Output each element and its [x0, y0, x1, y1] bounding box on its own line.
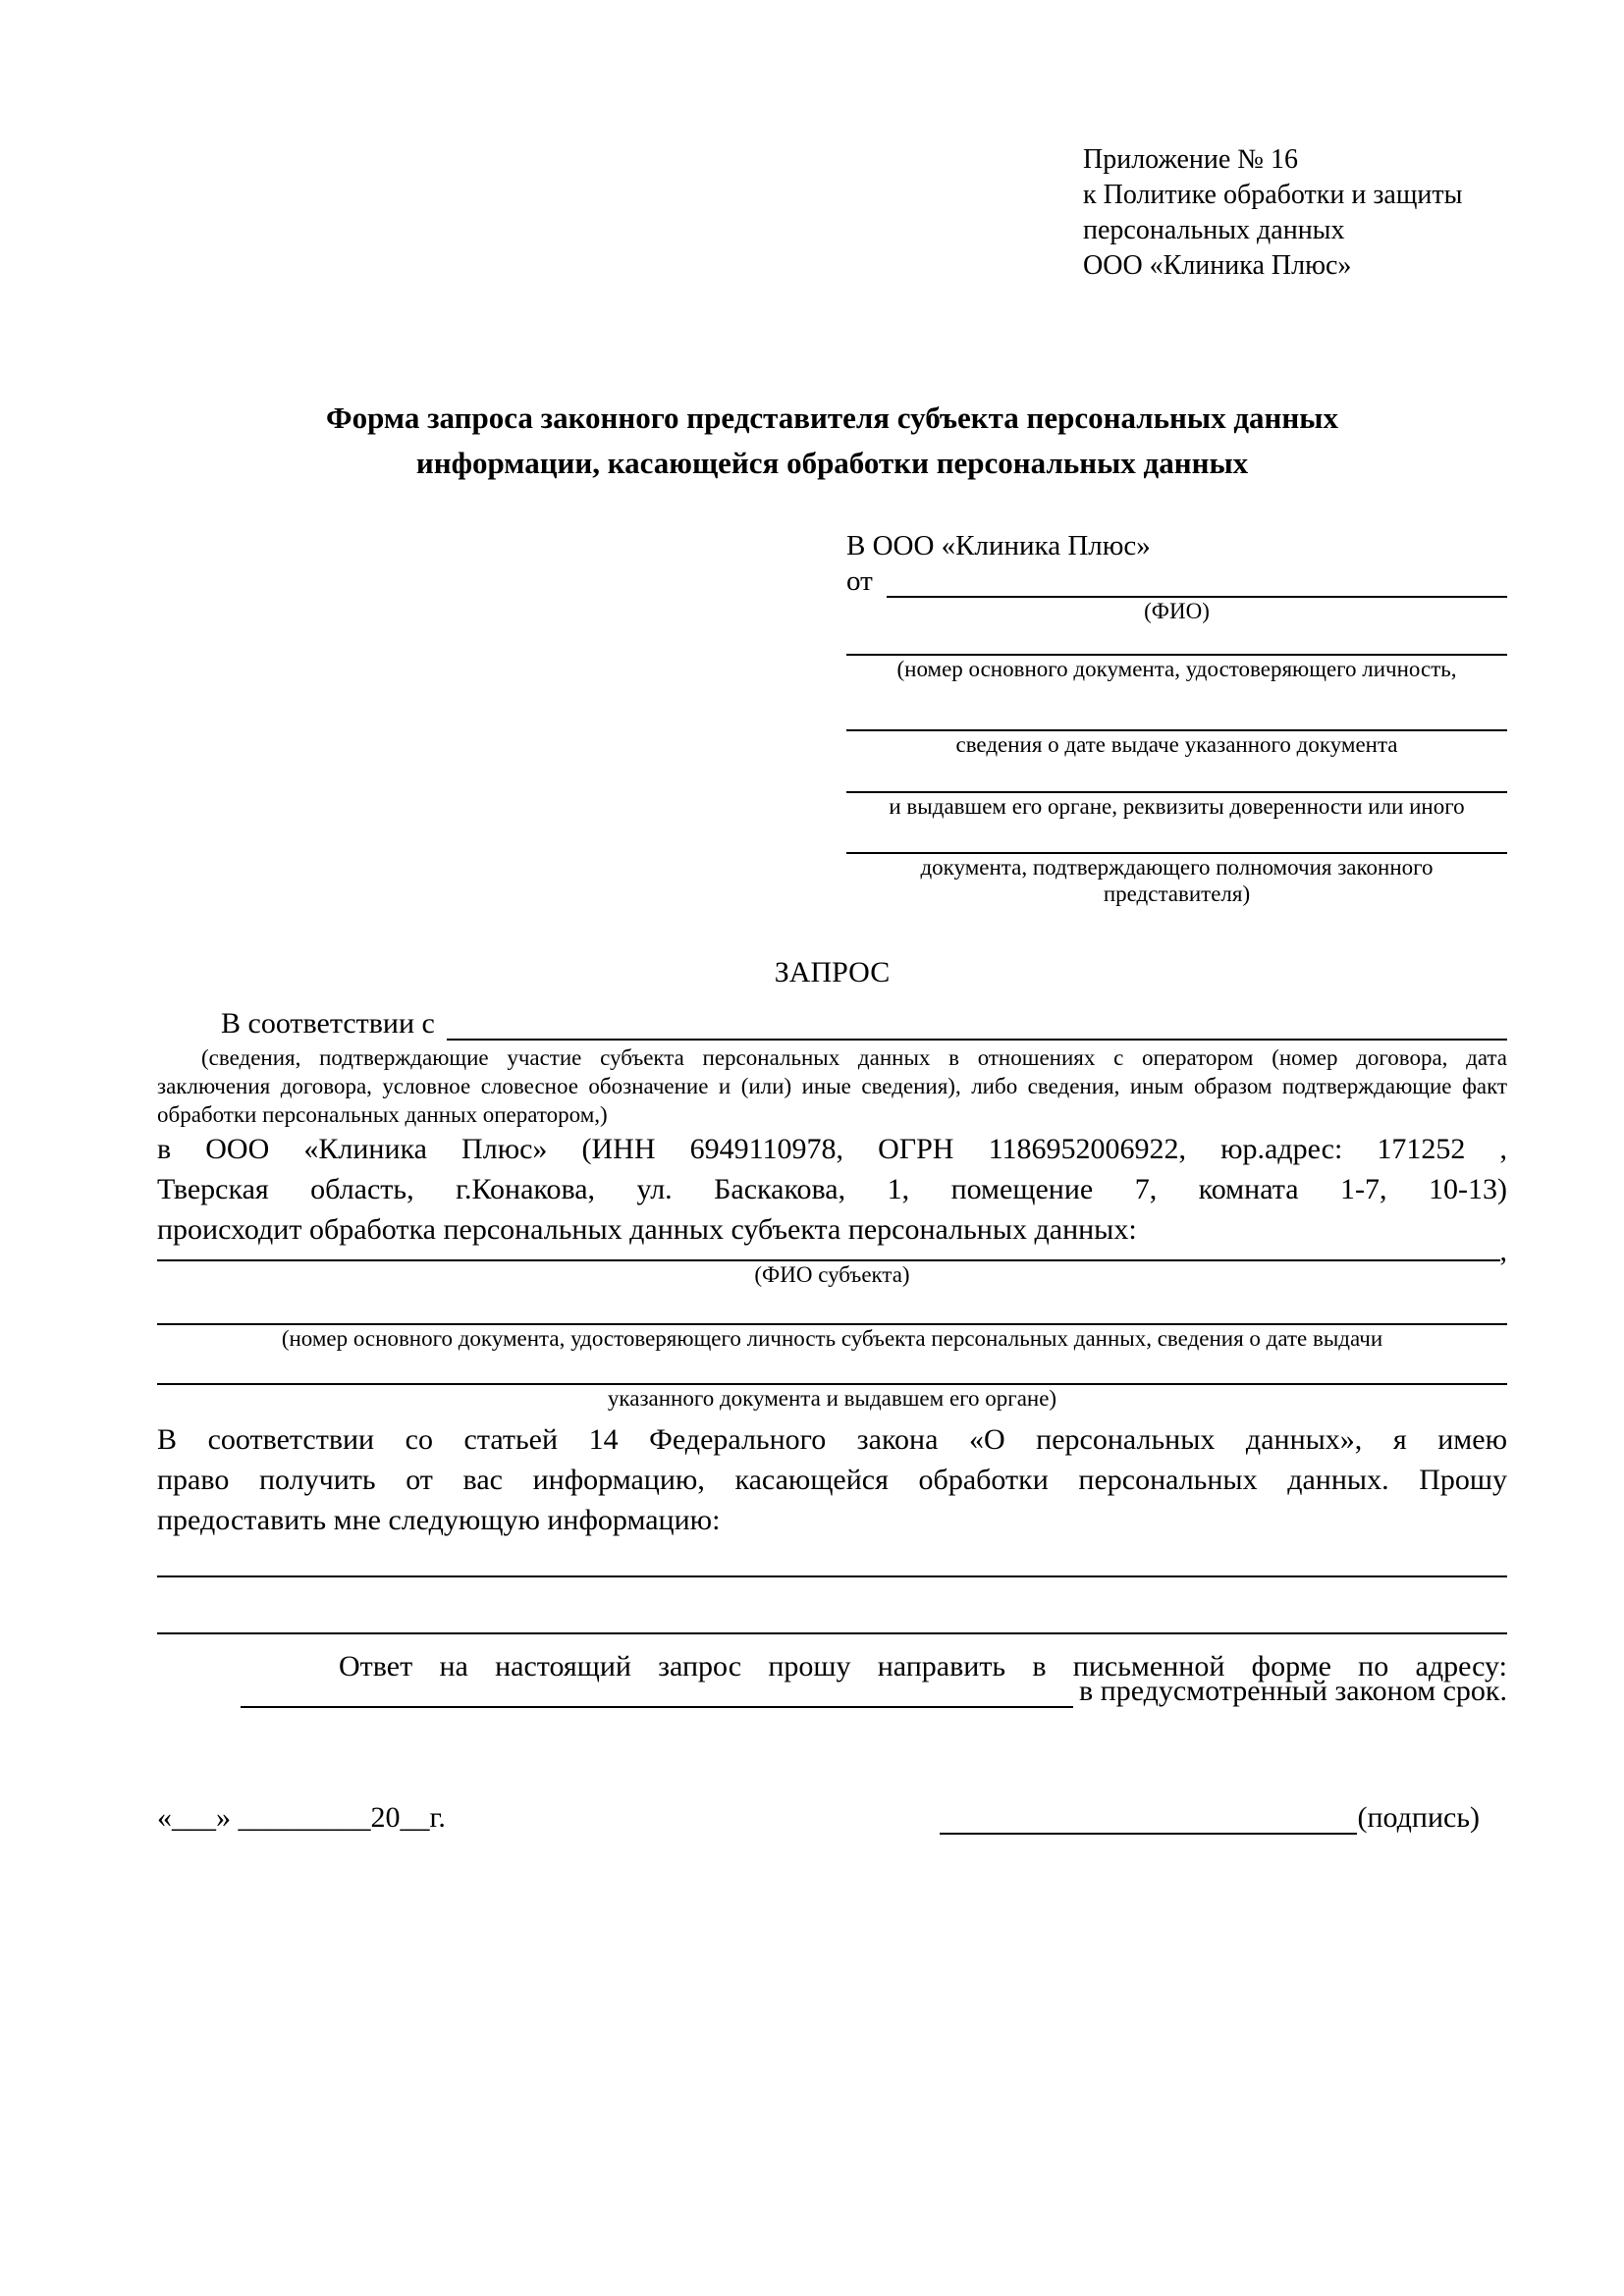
signature-caption: (подпись) [1357, 1801, 1480, 1834]
signature-blank-field [940, 1805, 1357, 1835]
doc-issuer-caption: и выдавшем его органе, реквизиты доверенности или иного [889, 794, 1465, 819]
doc-number-caption: (номер основного документа, удостоверяющего личность, [896, 657, 1457, 681]
from-row [846, 564, 1507, 598]
reply-paragraph-line: Ответ на настоящий запрос прошу направить в письменной форме по адресу: [339, 1650, 1507, 1682]
subject-fio-caption: (ФИО субъекта) [754, 1262, 910, 1287]
form-title-line2: информации, касающейся обработки персональных данных [415, 446, 1249, 480]
paragraph-line: предоставить мне следующую информацию: [157, 1504, 721, 1536]
appendix-company: ООО «Клиника Плюс» [1083, 250, 1352, 281]
subject-fio-comma: , [1499, 1235, 1507, 1267]
law-paragraph [157, 1419, 1507, 1540]
from-label: от [846, 565, 873, 597]
date-blank-text: «___» _________20__г. [157, 1801, 446, 1834]
intro-prefix: В соответствии с [221, 1007, 435, 1040]
signature-row [157, 1801, 1507, 1835]
intro-caption-paragraph [157, 1043, 1507, 1129]
paragraph-line: в ООО «Клиника Плюс» (ИНН 6949110978, ОГРН 1186952006922, юр.адрес: 171252 , [157, 1133, 1507, 1165]
appendix-header [1083, 142, 1507, 284]
doc-number-blank-field [846, 624, 1507, 656]
doc-date-caption: сведения о дате выдаче указанного документа [955, 732, 1398, 757]
addressee-company: В ООО «Клиника Плюс» [846, 530, 1151, 561]
intro-blank-field [447, 1039, 1507, 1041]
appendix-policy-line: к Политике обработки и защиты [1083, 180, 1463, 210]
subject-doc-blank-field-2 [157, 1352, 1507, 1385]
paragraph-line: Тверская область, г.Конакова, ул. Баскакова, 1, помещение 7, комната 1-7, 10-13) [157, 1173, 1507, 1205]
doc-issuer-blank-field [846, 758, 1507, 793]
appendix-number: Приложение № 16 [1083, 144, 1298, 175]
paragraph-line: (сведения, подтверждающие участие субъекта персональных данных в отношениях с оператором (номер договора, дата [201, 1045, 1507, 1070]
form-title [157, 396, 1507, 486]
paragraph-line: заключения договора, условное словесное обозначение и (или) иные сведения), либо сведения, иным образом подтверждающие факт [157, 1074, 1507, 1098]
reply-address-row [157, 1675, 1507, 1708]
information-blank-field-2 [157, 1577, 1507, 1634]
operator-paragraph [157, 1129, 1507, 1250]
subject-doc-caption-2: указанного документа и выдавшем его органе) [607, 1386, 1057, 1411]
form-title-line1: Форма запроса законного представителя субъекта персональных данных [326, 400, 1338, 435]
appendix-policy-line2: персональных данных [1083, 215, 1345, 245]
fio-caption: (ФИО) [1144, 599, 1210, 623]
paragraph-line: право получить от вас информацию, касающейся обработки персональных данных. Прошу [157, 1464, 1507, 1496]
reply-suffix: в предусмотренный законом срок. [1079, 1675, 1507, 1707]
intro-row [157, 1007, 1507, 1041]
paragraph-line: обработки персональных данных оператором,) [157, 1102, 608, 1127]
reply-address-blank-field [241, 1706, 1073, 1708]
paragraph-line: В соответствии со статьей 14 Федерального закона «О персональных данных», я имею [157, 1423, 1507, 1456]
subject-doc-blank-field [157, 1288, 1507, 1325]
authority-doc-blank-field [846, 820, 1507, 854]
information-blank-field-1 [157, 1540, 1507, 1577]
request-heading: ЗАПРОС [774, 956, 891, 988]
paragraph-line: происходит обработка персональных данных субъекта персональных данных: [157, 1213, 1137, 1246]
signature-group [940, 1801, 1480, 1835]
authority-doc-caption: документа, подтверждающего полномочия законного представителя) [920, 855, 1434, 906]
addressee-block [846, 527, 1507, 907]
doc-date-blank-field [846, 682, 1507, 731]
subject-doc-caption-1: (номер основного документа, удостоверяющего личность субъекта персональных данных, сведения о дате выдачи [281, 1326, 1383, 1351]
subject-fio-row [157, 1235, 1507, 1267]
